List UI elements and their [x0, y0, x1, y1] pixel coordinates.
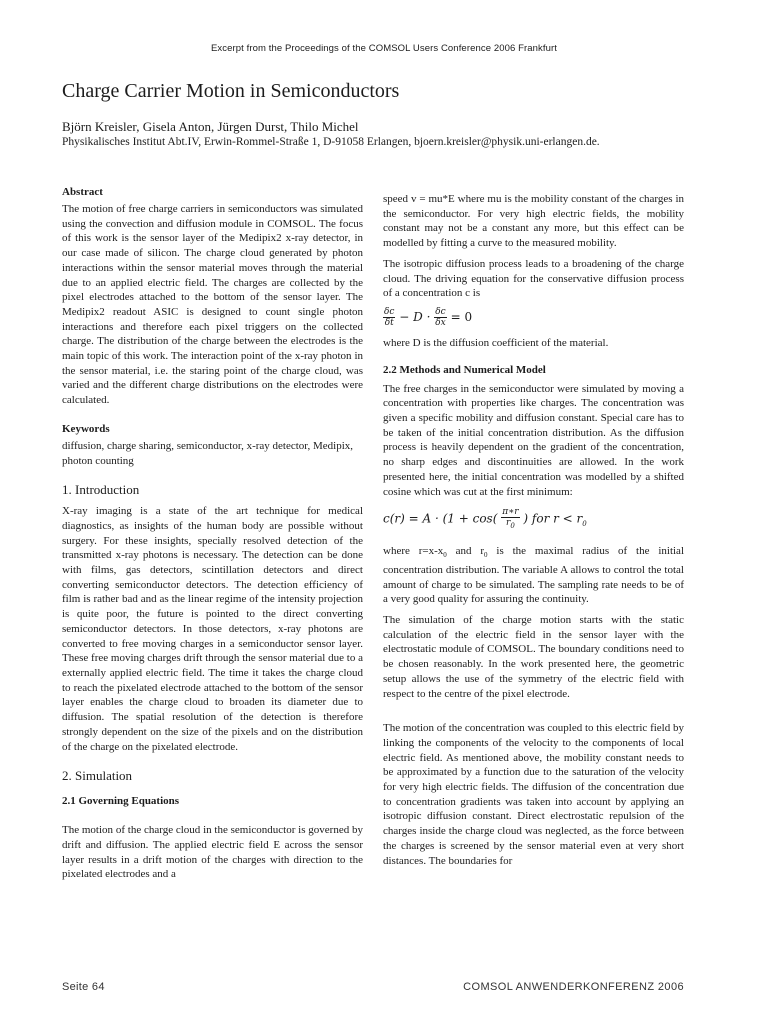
paper-affiliation: Physikalisches Institut Abt.IV, Erwin-Rommel-Straße 1, D-91058 Erlangen, bjoern.kreisler@physik.uni-erlangen.de. [62, 136, 600, 148]
right-column [383, 192, 684, 868]
keywords-heading: Keywords [62, 422, 110, 435]
dc-dx-fraction: $\frac{\delta c}{\delta x}$ [435, 306, 446, 328]
electric-field-paragraph: The simulation of the charge motion starts with the static calculation of the electric field in the sensor layer with the electrostatic module of COMSOL. The boundary conditions need to be chosen reasonably. In the work presented here, the geometric setup allows the use of the symmetry of the electric field with respect to the centre of the pixel electrode. [383, 614, 684, 700]
drift-speed-paragraph: speed v = mu*E where mu is the mobility constant of the charges in the semiconductor. For very high electric fields, the mobility constant may not be a constant any more, but this effect can be modelled by fitting a curve to the measured mobility. [383, 193, 684, 250]
paper-title: Charge Carrier Motion in Semiconductors [62, 80, 400, 102]
governing-equations-text: The motion of the charge cloud in the semiconductor is governed by drift and diffusion. The applied electric field E across the sensor layer results in a drift motion of the charges with direction to the pixelated electrodes and a [62, 824, 363, 881]
diffusion-equation [383, 307, 684, 328]
simulation-heading: 2. Simulation [62, 768, 133, 784]
page-number: Seite 64 [62, 981, 105, 993]
methods-heading: 2.2 Methods and Numerical Model [383, 363, 546, 376]
left-column [62, 185, 363, 882]
abstract-heading: Abstract [62, 186, 103, 198]
initial-concentration-equation: c(r) = A · (1 + cos( $\frac{\pi∗r}{r_0}$ ) for $r < r_0$ [383, 507, 587, 531]
radius-paragraph: where $r=x-x_0$ and $r_0$ is the maximal radius of the initial concentration distribution. The variable A allows to control the total amount of charge to be simulated. The sampling rate needs to be of a very good quality for assuring the continuity. [383, 545, 684, 606]
diffusion-term: − D · [399, 309, 431, 324]
equation-lhs: c(r) = A · (1 + cos( [383, 511, 498, 526]
introduction-text: X-ray imaging is a state of the art technique for medical diagnostics, as insights of the human body are possible without surgery. For these insights, specially resolved detection of the transmitted x-ray photons is necessary. The detection can be done with films, gas detectors, scintillation detectors and direct converting semiconductor detectors. The detection efficiency of film is rather bad and as the linear regime of the intensity projection is quite poor, the future is pointed to the direct converting semiconductor detectors. In those detectors, x-ray photons are converted to free moving charges in a semiconductor sensor layer. These free moving charges drift through the sensor material due to a externally applied electric field. The time it takes the charge cloud to reach the pixelated electrode attached to the bottom of the sensor layer enables the charge cloud to broaden its diameter due to diffusion. The spatial resolution of the detection is therefore strongly dependent on the size of the pixels and on the distribution of the charge on the pixelated electrode. [62, 505, 363, 753]
methods-paragraph: The free charges in the semiconductor were simulated by moving a concentration with properties like charges. The concentration was given a specific mobility and diffusion constant. Special care has to be taken of the initial concentration distribution. As the diffusion process is heavily dependent on the gradient of the concentration, no sharp edges and discontinuities are allowed. In the work presented here, the initial concentration was modelled by a shifted cosine which was cut at the first minimum: [383, 382, 684, 498]
pi-r-fraction: $\frac{\pi∗r}{r_0}$ [502, 507, 519, 531]
governing-equations-heading: 2.1 Governing Equations [62, 795, 180, 808]
diffusion-intro-paragraph: The isotropic diffusion process leads to a broadening of the charge cloud. The driving equation for the conservative diffusion process of a concentration c is [383, 257, 684, 300]
abstract-text: The motion of free charge carriers in semiconductors was simulated using the convection and diffusion module in COMSOL. The focus of this work is the sensor layer of the Medipix2 x-ray detector, in our case made of silicon. The charge cloud generated by photon interactions within the sensor material moves through the material due to an applied electric field. The charges are collected by the pixel electrodes attached to the bottom of the sensor layer. The Medipix2 readout ASIC is designed to count single photon interactions and therefore each pixel triggers on the collected charge. The distribution of the charge between the electrodes is the main topic of this work. The interaction point of the x-ray photon in the sensor material, i.e. the staring point of the charge cloud, was varied and the different charge distributions on the electrodes were calculated. [62, 203, 363, 407]
proceedings-excerpt-header: Excerpt from the Proceedings of the COMSOL Users Conference 2006 Frankfurt [210, 43, 558, 54]
dc-dt-fraction: $\frac{\delta c}{\delta t}$ [384, 306, 395, 328]
keywords-text: diffusion, charge sharing, semiconductor, x-ray detector, Medipix, photon counting [62, 439, 354, 467]
equation-rhs: ) for r < r [523, 511, 583, 526]
paper-authors: Björn Kreisler, Gisela Anton, Jürgen Durst, Thilo Michel [62, 119, 359, 134]
introduction-heading: 1. Introduction [62, 482, 140, 498]
diffusion-coefficient-paragraph: where D is the diffusion coefficient of the material. [383, 336, 609, 349]
concentration-motion-paragraph: The motion of the concentration was coupled to this electric field by linking the components of the velocity to the components of local electric field. As mentioned above, the mobility constant needs to be approximated by a function due to the saturation of the velocity for very high electric fields. The diffusion of the concentration due to concentration gradients was taken into account by applying an isotropic diffusion constant. Direct electrostatic repulsion of the charges inside the charge cloud was neglected, as the force between the charges is screened by the sensor material even at very short distances. The boundaries for [383, 722, 684, 867]
equals-zero: = 0 [450, 309, 473, 324]
conference-footer: COMSOL ANWENDERKONFERENZ 2006 [463, 981, 684, 993]
